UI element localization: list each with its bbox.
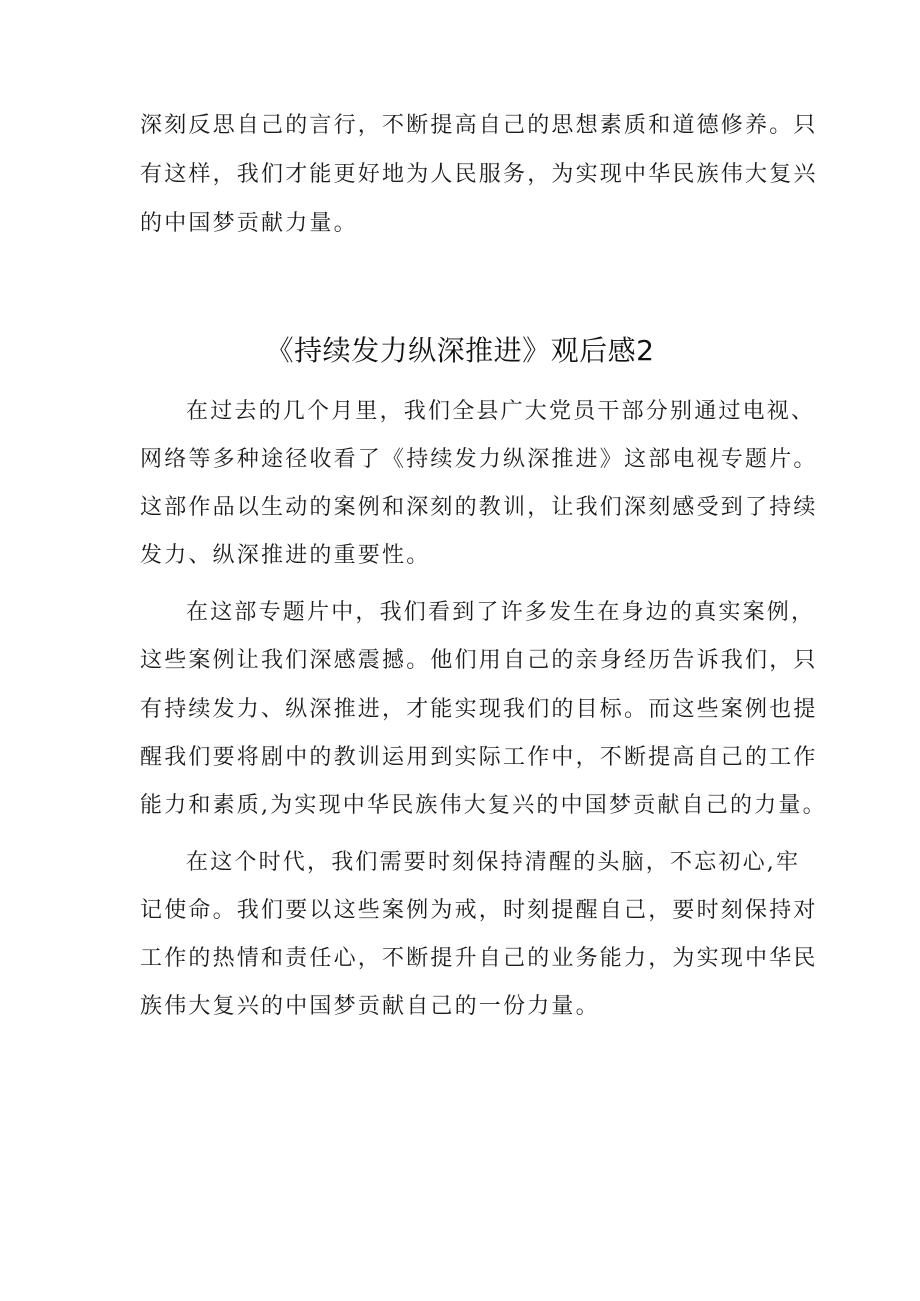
intro-line-3: 的中国梦贡献力量。 xyxy=(140,211,358,236)
paragraph1-line-2: 网络等多种途径收看了《持续发力纵深推进》这部电视专题片。 xyxy=(140,447,818,472)
intro-line-1: 深刻反思自己的言行，不断提高自己的思想素质和道德修养。只 xyxy=(140,113,818,138)
paragraph2-line-1: 在这部专题片中，我们看到了许多发生在身边的真实案例， xyxy=(186,600,816,625)
paragraph1-line-3: 这部作品以生动的案例和深刻的教训，让我们深刻感受到了持续 xyxy=(140,495,818,520)
document-title: 《持续发力纵深推进》观后感2 xyxy=(265,334,655,367)
paragraph2-line-2: 这些案例让我们深感震撼。他们用自己的亲身经历告诉我们，只 xyxy=(140,648,818,673)
paragraph3-line-1: 在这个时代，我们需要时刻保持清醒的头脑，不忘初心,牢 xyxy=(186,850,801,875)
paragraph2-line-4: 醒我们要将剧中的教训运用到实际工作中，不断提高自己的工作 xyxy=(140,745,818,770)
paragraph3-line-3: 工作的热情和责任心，不断提升自己的业务能力，为实现中华民 xyxy=(140,946,818,971)
paragraph3-line-2: 记使命。我们要以这些案例为戒，时刻提醒自己，要时刻保持对 xyxy=(140,898,818,923)
intro-line-2: 有这样，我们才能更好地为人民服务，为实现中华民族伟大复兴 xyxy=(140,162,818,187)
paragraph3-line-4: 族伟大复兴的中国梦贡献自己的一份力量。 xyxy=(140,994,600,1019)
paragraph1-line-4: 发力、纵深推进的重要性。 xyxy=(140,543,431,568)
paragraph2-line-3: 有持续发力、纵深推进，才能实现我们的目标。而这些案例也提 xyxy=(140,697,818,722)
paragraph2-line-5: 能力和素质,为实现中华民族伟大复兴的中国梦贡献自己的力量。 xyxy=(140,793,827,818)
paragraph1-line-1: 在过去的几个月里，我们全县广大党员干部分别通过电视、 xyxy=(186,399,816,424)
